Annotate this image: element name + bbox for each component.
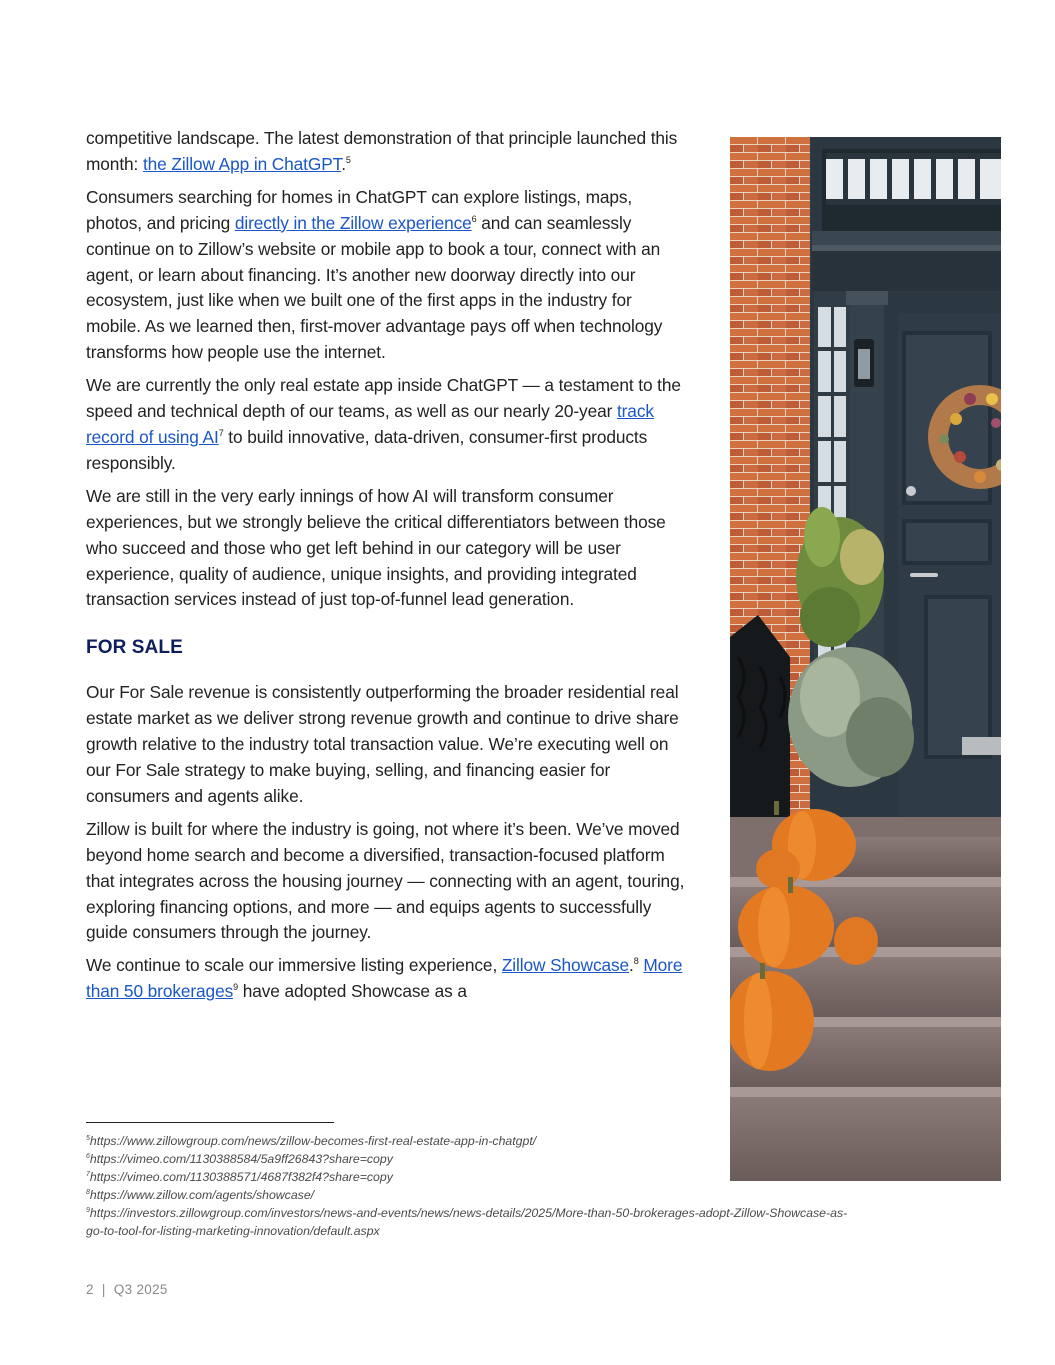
body-column <box>86 126 686 1012</box>
footnote-9-continued[interactable]: go-to-tool-for-listing-marketing-innovation/default.aspx <box>86 1224 380 1238</box>
zillow-experience-link[interactable]: directly in the Zillow experience <box>234 212 472 233</box>
section-heading-for-sale: FOR SALE <box>86 637 183 659</box>
track-record-ai-link[interactable]: track record of using AI <box>86 401 654 447</box>
footnote-9[interactable]: $^9$https://investors.zillowgroup.com/investors/news-and-events/news/news-details/2025/More-than-50-brokerages-adopt-Zillow-Showcase-as- <box>86 1206 848 1220</box>
page-footer: 2 | Q3 2025 <box>86 1282 168 1297</box>
page-number: 2 <box>86 1282 94 1297</box>
paragraph-3: We are currently the only real estate app inside ChatGPT — a testament to the speed and technical depth of our teams, as well as our nearly 20-year track record of using $AI^7$ to build innovative, data-driven, consumer-first products responsibly. <box>86 375 681 473</box>
footnote-6[interactable]: $^6$https://vimeo.com/1130388584/5a9ff26843?share=copy <box>86 1152 393 1166</box>
townhouse-door-photo <box>730 137 1001 1181</box>
paragraph-7: We continue to scale our immersive listing experience, Zillow Showcase.$^8$ More than 50 brokerages$^9$ have adopted Showcase as a <box>86 955 683 1002</box>
door-handle <box>910 573 938 577</box>
paragraph-5: Our For Sale revenue is consistently outperforming the broader residential real estate market as we deliver strong revenue growth and continue to drive share growth relative to the industry total transaction value. We’re executing well on our For Sale strategy to make buying, selling, and financing easier for consumers and agents alike. <box>86 682 679 806</box>
footnote-5[interactable]: $^5$https://www.zillowgroup.com/news/zillow-becomes-first-real-estate-app-in-chatgpt/ <box>86 1134 537 1148</box>
footnote-7[interactable]: $^7$https://vimeo.com/1130388571/4687f382f4?share=copy <box>86 1170 393 1184</box>
zillow-showcase-link[interactable]: Zillow Showcase <box>501 955 630 976</box>
paragraph-2: Consumers searching for homes in ChatGPT can explore listings, maps, photos, and pricing directly in the Zillow experience$^6$ and can seamlessly continue on to Zillow’s website or mobile app to book a tour, connect with an agent, or learn about financing. It’s another new doorway directly into our ecosystem, just like when we built one of the first apps in the industry for mobile. As we learned then, first-mover advantage pays off when technology transforms how people use the internet. <box>86 186 663 363</box>
paragraph-1: competitive landscape. The latest demonstration of that principle launched this month: the Zillow App in ChatGPT.$^5$ <box>86 128 678 174</box>
zillow-app-chatgpt-link[interactable]: the Zillow App in ChatGPT <box>142 153 342 174</box>
fifty-brokerages-link[interactable]: More than 50 brokerages <box>86 955 683 1002</box>
paragraph-6: Zillow is built for where the industry is going, not where it’s been. We’ve moved beyond home search and become a diversified, transaction-focused platform that integrates across the housing journey — connecting with an agent, touring, exploring financing options, and more — and equips agents to successfully guide consumers through the journey. <box>86 818 685 943</box>
report-period: Q3 2025 <box>113 1282 168 1297</box>
footnote-rule <box>86 1122 334 1123</box>
paragraph-4: We are still in the very early innings of how AI will transform consumer experiences, but we strongly believe the critical differentiators between those who succeed and those who get left behind in our category will be user experience, quality of audience, unique insights, and providing integrated transaction services instead of just top-of-funnel lead generation. <box>86 485 666 610</box>
footnote-8[interactable]: $^8$https://www.zillow.com/agents/showcase/ <box>86 1188 315 1202</box>
